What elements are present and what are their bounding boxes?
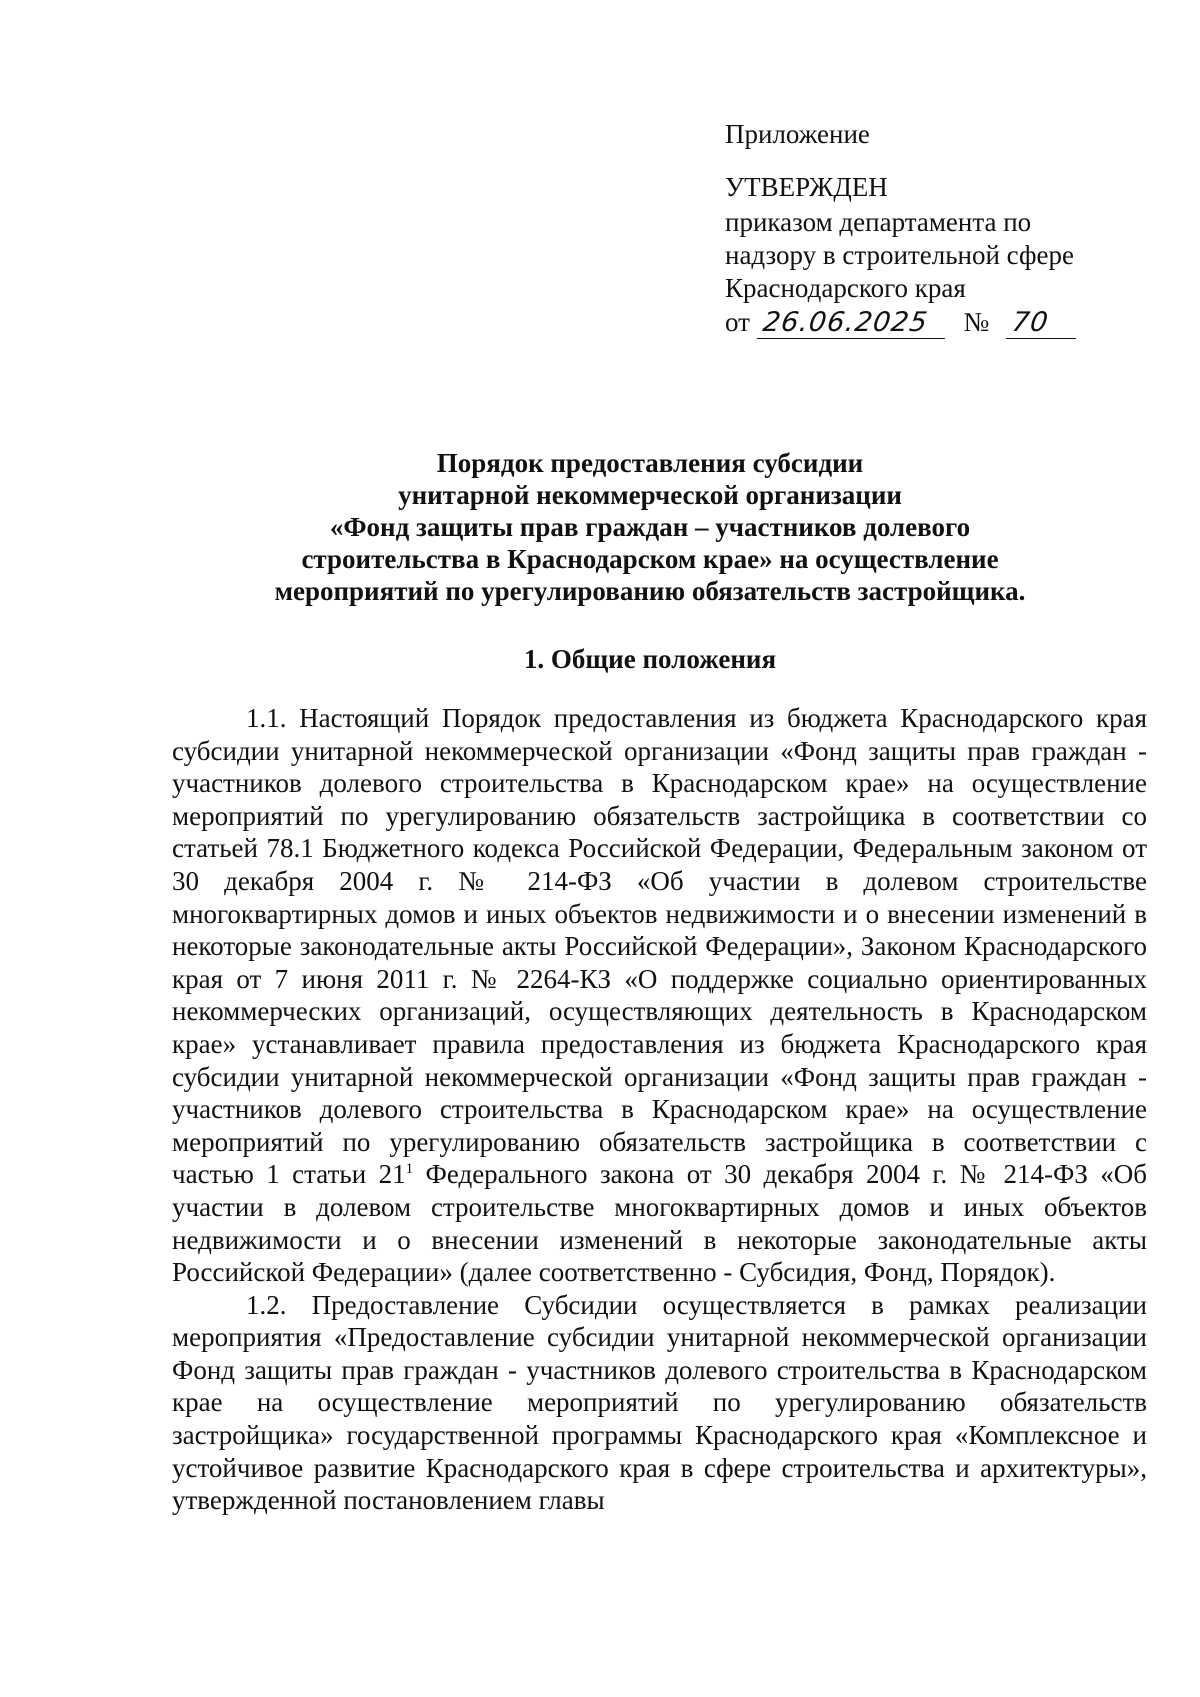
number-sign: №	[963, 307, 990, 337]
document-title	[170, 447, 1130, 607]
paragraph-1-1-part-1: 1.1. Настоящий Порядок предоставления из бюджета Краснодарского края субсидии унитарной некоммерческой организации «Фонд защиты прав граждан - участников долевого строительства в Краснодарском крае» на осуществление мероприятий по урегулированию обязательств застройщика в соответствии со статьей 78.1 Бюджетного кодекса Российской Федерации, Федеральным законом от 30 декабря 2004 г. № 214-ФЗ «Об участии в долевом строительстве многоквартирных домов и иных объектов недвижимости и о внесении изменений в некоторые законодательные акты Российской Федерации», Законом Краснодарского края от 7 июня 2011 г. № 2264-КЗ «О поддержке социально ориентированных некоммерческих организаций, осуществляющих деятельность в Краснодарском крае» устанавливает правила предоставления из бюджета Краснодарского края субсидии унитарной некоммерческой организации «Фонд защиты прав граждан - участников долевого строительства в Краснодарском крае» на осуществление мероприятий по урегулированию обязательств застройщика в соответствии с частью 1 статьи 21	[172, 703, 1147, 1190]
title-line-5: мероприятий по урегулированию обязательств застройщика.	[274, 576, 1026, 606]
approval-line-3: Краснодарского края	[725, 273, 966, 303]
paragraph-1-1	[172, 702, 1147, 1289]
order-date: 26.06.2025	[757, 308, 949, 339]
title-line-2: унитарной некоммерческой организации	[398, 480, 902, 510]
paragraph-1-2: 1.2. Предоставление Субсидии осуществляется в рамках реализации мероприятия «Предоставление субсидии унитарной некоммерческой организации Фонд защиты прав граждан - участников долевого строительства в Краснодарском крае на осуществление мероприятий по урегулированию обязательств застройщика» государственной программы Краснодарского края «Комплексное и устойчивое развитие Краснодарского края в сфере строительства и архитектуры», утвержденной постановлением главы	[172, 1289, 1147, 1516]
title-line-3: «Фонд защиты прав граждан – участников долевого	[329, 512, 971, 542]
order-date-number	[725, 306, 1125, 339]
document-body	[172, 702, 1147, 1517]
title-line-1: Порядок предоставления субсидии	[436, 448, 864, 478]
annex-label: Приложение	[725, 119, 870, 149]
approval-block	[725, 118, 1125, 339]
from-label: от	[725, 307, 750, 337]
approval-line-1: приказом департамента по	[725, 207, 1032, 237]
approved-label: УТВЕРЖДЕН	[725, 172, 888, 202]
order-number: 70	[1006, 308, 1080, 339]
approval-line-2: надзору в строительной сфере	[725, 240, 1074, 270]
title-line-4: строительства в Краснодарском крае» на осуществление	[301, 544, 999, 574]
paragraph-1-1-part-2: Федерального закона от 30 декабря 2004 г. № 214-ФЗ «Об участии в долевом строительстве многоквартирных домов и иных объектов недвижимости и о внесении изменений в некоторые законодательные акты Российской Федерации» (далее соответственно - Субсидия, Фонд, Порядок).	[172, 1159, 1147, 1288]
section-heading: 1. Общие положения	[523, 644, 777, 674]
superscript: 1	[405, 1161, 414, 1178]
